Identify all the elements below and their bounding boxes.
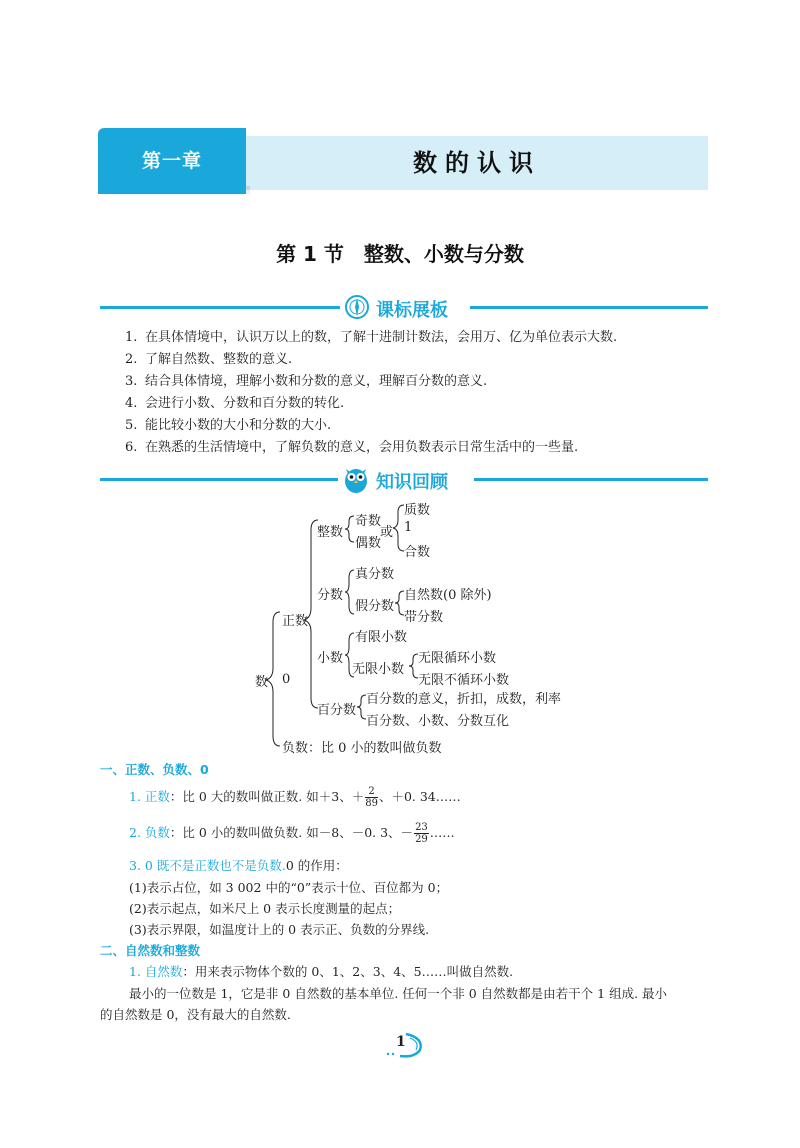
tree-zero: 0 <box>282 672 291 687</box>
part2-natural-label: 1. 自然数 <box>129 964 183 979</box>
tree-even: 偶数 <box>355 536 382 551</box>
tree-percent-meaning: 百分数的意义，折扣，成数，利率 <box>366 692 562 707</box>
standards-item: 1. 在具体情境中，认识万以上的数，了解十进制计数法，会用万、亿为单位表示大数. <box>125 330 618 345</box>
review-header: 知识回顾 <box>376 472 448 493</box>
tree-or: 或 <box>380 525 394 540</box>
tree-nonrepeating: 无限不循环小数 <box>418 673 510 688</box>
page-number: 1 <box>396 1034 406 1050</box>
tree-repeating: 无限循环小数 <box>418 651 497 666</box>
part1-heading: 一、正数、负数、0 <box>100 762 209 777</box>
tree-proper: 真分数 <box>355 567 395 582</box>
standards-item: 3. 结合具体情境，理解小数和分数的意义，理解百分数的意义. <box>125 374 488 389</box>
standards-header: 课标展板 <box>376 300 448 321</box>
tree-negative: 负数：比 0 小的数叫做负数 <box>282 741 442 756</box>
section-title: 第 1 节 整数、小数与分数 <box>276 242 524 266</box>
tree-integer: 整数 <box>317 525 344 540</box>
fraction <box>414 822 429 845</box>
chapter-label: 第一章 <box>141 150 202 172</box>
fraction-numerator: 23 <box>415 822 428 833</box>
tree-mixed: 带分数 <box>404 610 444 625</box>
part1-negative-text: ：比 0 小的数叫做负数. 如－8、－0. 3、－ <box>169 825 414 840</box>
part1-zero-label: 3. 0 既不是正数也不是负数. <box>129 858 286 873</box>
fraction-numerator: 2 <box>365 786 378 798</box>
tree-infinite-dec: 无限小数 <box>352 662 405 677</box>
fraction-denominator: 89 <box>365 798 378 809</box>
tree-finite-dec: 有限小数 <box>355 630 408 645</box>
tree-fraction: 分数 <box>317 588 344 603</box>
tree-positive: 正数 <box>282 614 309 629</box>
tree-decimal: 小数 <box>317 651 344 666</box>
zero-use-item: (1)表示占位，如 3 002 中的“0”表示十位、百位都为 0； <box>129 880 449 895</box>
part2-natural-text: ：用来表示物体个数的 0、1、2、3、4、5……叫做自然数. <box>182 964 514 979</box>
standards-item: 2. 了解自然数、整数的意义. <box>125 352 293 367</box>
tree-improper: 假分数 <box>355 599 395 614</box>
tree-one: 1 <box>404 520 413 535</box>
zero-use-item: (2)表示起点，如米尺上 0 表示长度测量的起点； <box>129 901 401 916</box>
fraction-denominator: 29 <box>415 834 428 845</box>
tree-natural-ex0: 自然数(0 除外) <box>404 588 492 603</box>
fraction <box>365 786 378 809</box>
standards-item: 4. 会进行小数、分数和百分数的转化. <box>125 396 345 411</box>
part1-negative-label: 2. 负数 <box>129 825 170 840</box>
part1-positive-tail: 、＋0. 34…… <box>378 789 461 804</box>
standards-item: 5. 能比较小数的大小和分数的大小. <box>125 418 332 433</box>
tree-odd: 奇数 <box>355 514 382 529</box>
part1-negative-tail: …… <box>429 825 455 840</box>
part2-natural-line <box>129 962 513 980</box>
part1-positive-line <box>129 786 461 809</box>
tree-composite: 合数 <box>404 545 431 560</box>
chapter-title: 数的认识 <box>413 149 541 177</box>
part1-positive-label: 1. 正数 <box>129 789 170 804</box>
tree-percent-convert: 百分数、小数、分数互化 <box>366 714 510 729</box>
part1-positive-text: ：比 0 大的数叫做正数. 如＋3、＋ <box>169 789 365 804</box>
tree-prime: 质数 <box>404 503 431 518</box>
standards-item: 6. 在熟悉的生活情境中，了解负数的意义，会用负数表示日常生活中的一些量. <box>125 440 579 455</box>
tree-root: 数 <box>255 675 269 690</box>
part2-heading: 二、自然数和整数 <box>100 943 201 958</box>
part1-zero-line <box>129 856 348 874</box>
tree-percent: 百分数 <box>317 703 357 718</box>
part1-zero-text: 0 的作用： <box>285 858 348 873</box>
zero-use-item: (3)表示界限，如温度计上的 0 表示正、负数的分界线. <box>129 922 430 937</box>
part2-paragraph-line: 最小的一位数是 1，它是非 0 自然数的基本单位. 任何一个非 0 自然数都是由若干个 1 组成. 最小 <box>129 986 668 1001</box>
part1-negative-line <box>129 822 455 845</box>
part2-paragraph-line: 的自然数是 0，没有最大的自然数. <box>100 1007 291 1022</box>
